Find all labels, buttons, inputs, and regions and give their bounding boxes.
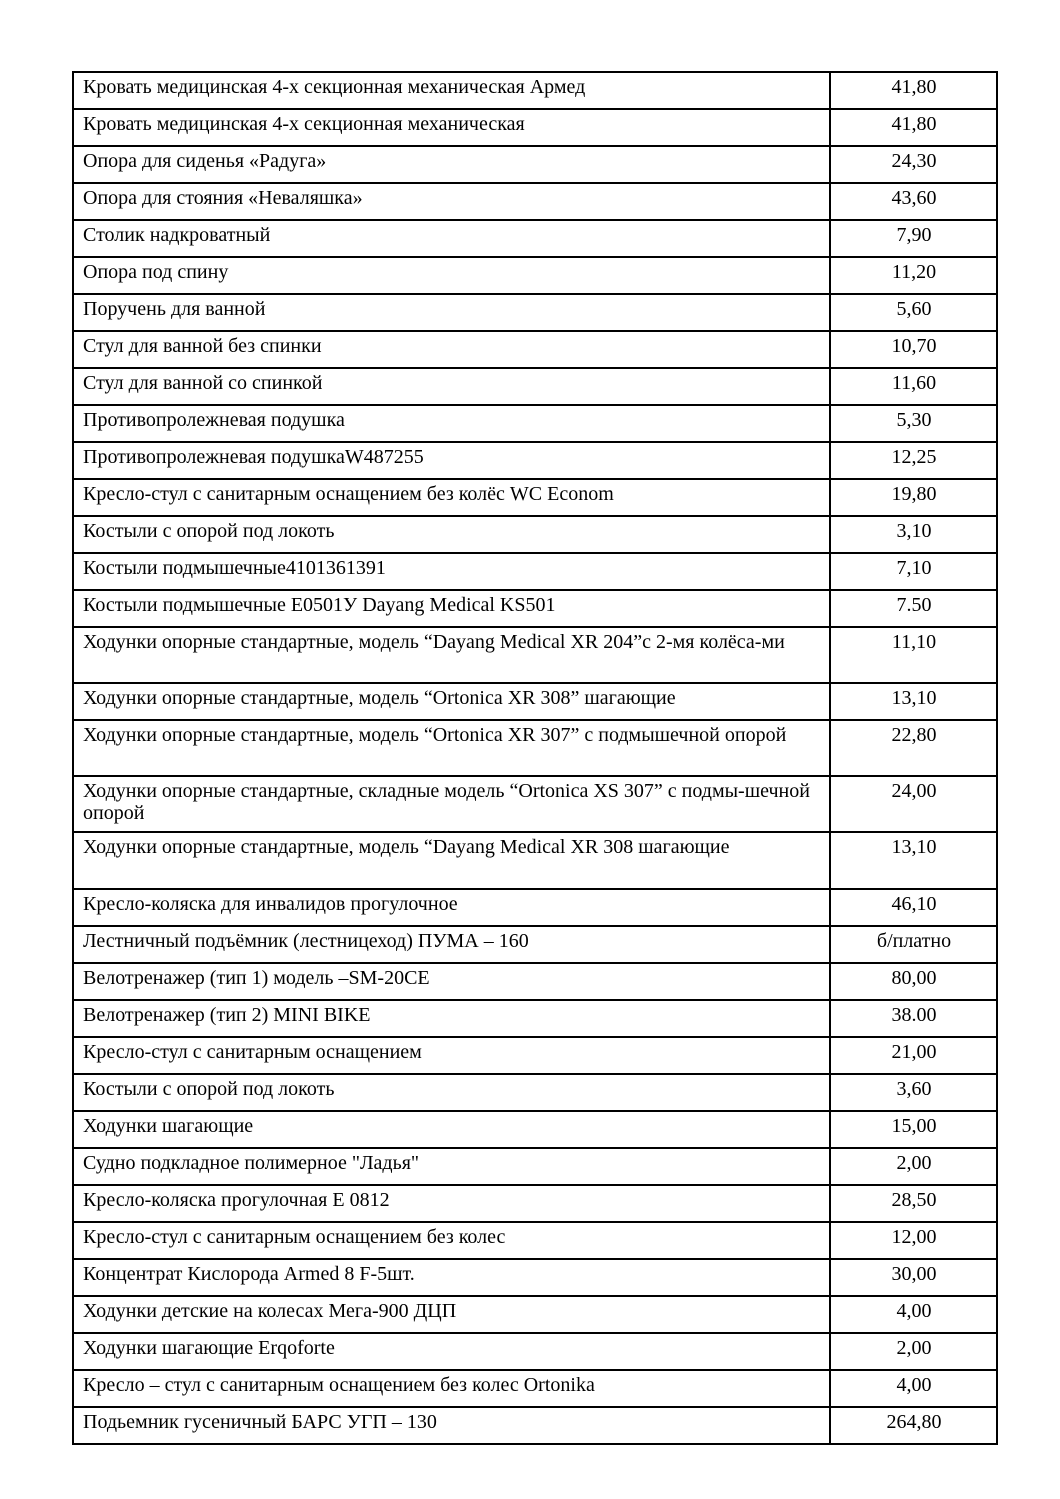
- item-price: 41,80: [830, 72, 997, 109]
- table-row: [73, 832, 997, 889]
- item-price: 7,90: [830, 220, 997, 257]
- table-row: [73, 590, 997, 627]
- item-name: Велотренажер (тип 2) MINI BIKE: [73, 1000, 830, 1037]
- item-price: 46,10: [830, 889, 997, 926]
- item-name: Ходунки опорные стандартные, модель “Dayang Medical XR 204”с 2-мя колёса-ми: [73, 627, 830, 683]
- table-row: [73, 183, 997, 220]
- item-name: Кровать медицинская 4-х секционная механическая Армед: [73, 72, 830, 109]
- item-name: Стул для ванной без спинки: [73, 331, 830, 368]
- item-price: 11,20: [830, 257, 997, 294]
- table-row: [73, 257, 997, 294]
- item-price: б/платно: [830, 926, 997, 963]
- item-price: 12,00: [830, 1222, 997, 1259]
- item-name: Кресло-стул с санитарным оснащением без колёс WC Econom: [73, 479, 830, 516]
- table-row: [73, 1407, 997, 1444]
- item-price: 43,60: [830, 183, 997, 220]
- table-row: [73, 926, 997, 963]
- item-price: 38.00: [830, 1000, 997, 1037]
- item-name: Ходунки опорные стандартные, складные модель “Ortonica XS 307” с подмы-шечной опорой: [73, 776, 830, 832]
- table-row: [73, 109, 997, 146]
- item-price: 4,00: [830, 1296, 997, 1333]
- table-row: [73, 720, 997, 776]
- item-price: 41,80: [830, 109, 997, 146]
- table-row: [73, 889, 997, 926]
- item-price: 3,60: [830, 1074, 997, 1111]
- item-name: Кресло-стул с санитарным оснащением: [73, 1037, 830, 1074]
- item-name: Столик надкроватный: [73, 220, 830, 257]
- item-price: 2,00: [830, 1333, 997, 1370]
- item-name: Кресло-стул с санитарным оснащением без колес: [73, 1222, 830, 1259]
- table-row: [73, 368, 997, 405]
- item-price: 2,00: [830, 1148, 997, 1185]
- item-name: Опора под спину: [73, 257, 830, 294]
- table-row: [73, 776, 997, 832]
- item-name: Велотренажер (тип 1) модель –SM-20CE: [73, 963, 830, 1000]
- item-price: 7.50: [830, 590, 997, 627]
- item-name: Кресло-коляска для инвалидов прогулочное: [73, 889, 830, 926]
- item-name: Опора для стояния «Неваляшка»: [73, 183, 830, 220]
- table-row: [73, 1185, 997, 1222]
- item-price: 24,00: [830, 776, 997, 832]
- item-price: 11,60: [830, 368, 997, 405]
- item-name: Кресло – стул с санитарным оснащением без колес Ortonika: [73, 1370, 830, 1407]
- item-name: Поручень для ванной: [73, 294, 830, 331]
- item-price: 7,10: [830, 553, 997, 590]
- item-name: Ходунки опорные стандартные, модель “Ortonica XR 308” шагающие: [73, 683, 830, 720]
- item-name: Костыли подмышечные Е0501У Dayang Medical KS501: [73, 590, 830, 627]
- item-price: 24,30: [830, 146, 997, 183]
- item-price: 80,00: [830, 963, 997, 1000]
- item-price: 11,10: [830, 627, 997, 683]
- table-row: [73, 1000, 997, 1037]
- item-price: 10,70: [830, 331, 997, 368]
- table-row: [73, 331, 997, 368]
- item-name: Костыли с опорой под локоть: [73, 1074, 830, 1111]
- table-row: [73, 294, 997, 331]
- table-row: [73, 1037, 997, 1074]
- table-row: [73, 1222, 997, 1259]
- table-row: [73, 1296, 997, 1333]
- item-price: 19,80: [830, 479, 997, 516]
- item-price: 22,80: [830, 720, 997, 776]
- item-name: Противопролежневая подушка: [73, 405, 830, 442]
- item-price: 28,50: [830, 1185, 997, 1222]
- item-price: 30,00: [830, 1259, 997, 1296]
- table-row: [73, 72, 997, 109]
- item-price: 5,30: [830, 405, 997, 442]
- table-row: [73, 1333, 997, 1370]
- table-row: [73, 683, 997, 720]
- table-row: [73, 405, 997, 442]
- table-row: [73, 553, 997, 590]
- item-name: Судно подкладное полимерное "Ладья": [73, 1148, 830, 1185]
- item-price: 21,00: [830, 1037, 997, 1074]
- table-row: [73, 1370, 997, 1407]
- item-name: Стул для ванной со спинкой: [73, 368, 830, 405]
- item-name: Опора для сиденья «Радуга»: [73, 146, 830, 183]
- table-row: [73, 1259, 997, 1296]
- item-name: Кровать медицинская 4-х секционная механическая: [73, 109, 830, 146]
- item-name: Костыли подмышечные4101361391: [73, 553, 830, 590]
- item-name: Ходунки шагающие: [73, 1111, 830, 1148]
- item-name: Ходунки детские на колесах Мега-900 ДЦП: [73, 1296, 830, 1333]
- item-price: 4,00: [830, 1370, 997, 1407]
- table-row: [73, 1111, 997, 1148]
- item-price: 264,80: [830, 1407, 997, 1444]
- item-price: 3,10: [830, 516, 997, 553]
- item-name: Противопролежневая подушкаW487255: [73, 442, 830, 479]
- item-price: 13,10: [830, 683, 997, 720]
- item-name: Подьемник гусеничный БАРС УГП – 130: [73, 1407, 830, 1444]
- item-name: Концентрат Кислорода Armed 8 F-5шт.: [73, 1259, 830, 1296]
- item-name: Кресло-коляска прогулочная Е 0812: [73, 1185, 830, 1222]
- table-row: [73, 442, 997, 479]
- table-row: [73, 516, 997, 553]
- item-price: 12,25: [830, 442, 997, 479]
- table-row: [73, 963, 997, 1000]
- item-price: 13,10: [830, 832, 997, 889]
- item-name: Костыли с опорой под локоть: [73, 516, 830, 553]
- table-row: [73, 220, 997, 257]
- table-row: [73, 627, 997, 683]
- item-name: Ходунки опорные стандартные, модель “Ortonica XR 307” с подмышечной опорой: [73, 720, 830, 776]
- price-table: [72, 71, 998, 1445]
- table-row: [73, 479, 997, 516]
- item-name: Лестничный подъёмник (лестницеход) ПУМА – 160: [73, 926, 830, 963]
- item-price: 5,60: [830, 294, 997, 331]
- table-row: [73, 1148, 997, 1185]
- item-price: 15,00: [830, 1111, 997, 1148]
- item-name: Ходунки опорные стандартные, модель “Dayang Medical XR 308 шагающие: [73, 832, 830, 889]
- table-row: [73, 1074, 997, 1111]
- item-name: Ходунки шагающие Erqoforte: [73, 1333, 830, 1370]
- table-row: [73, 146, 997, 183]
